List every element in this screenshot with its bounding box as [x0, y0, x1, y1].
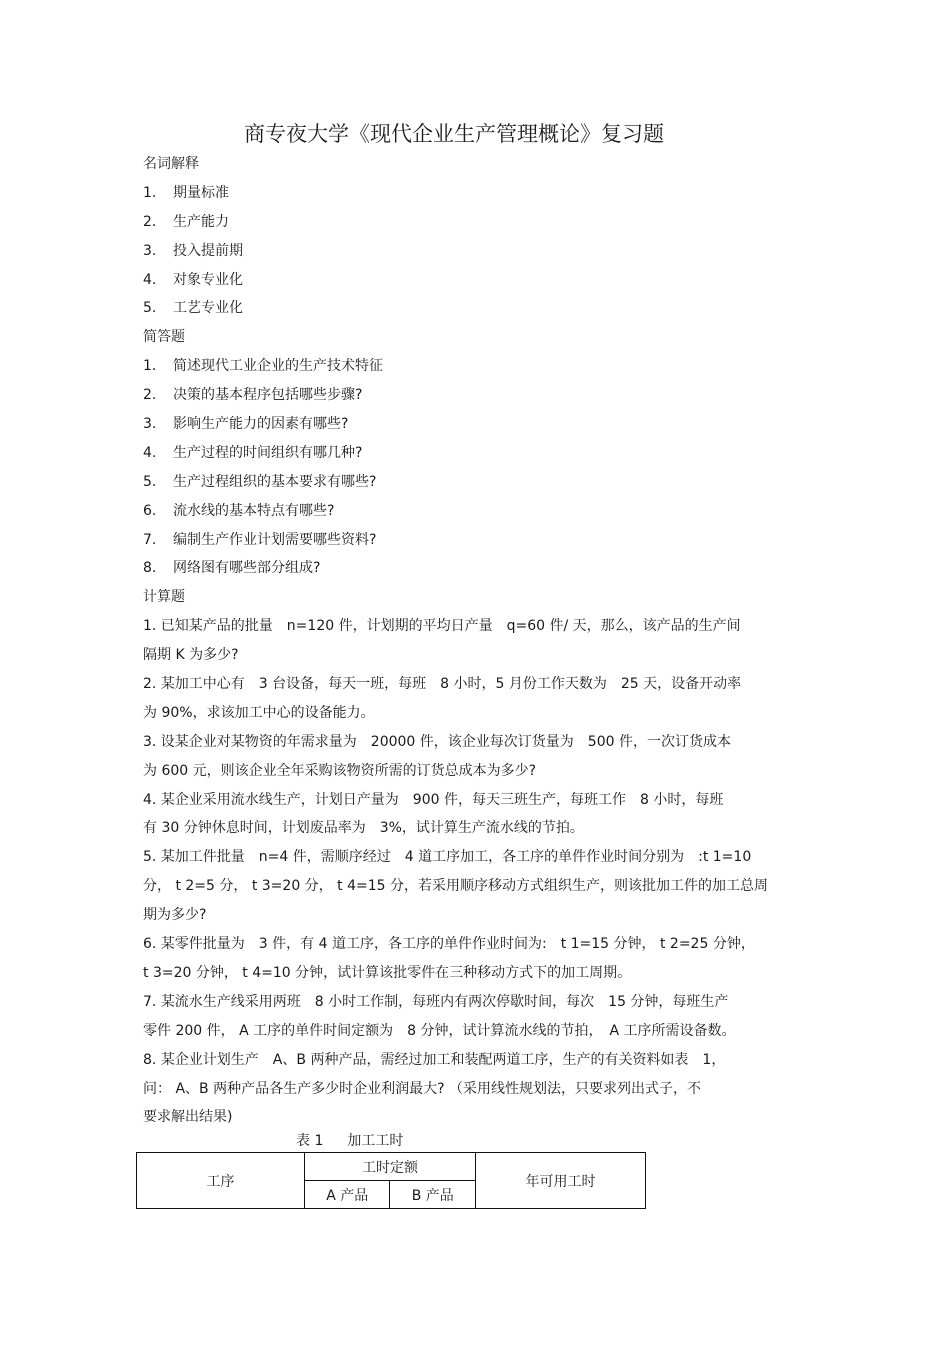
list-item [143, 208, 823, 237]
calculation-line: 2. 某加工中心有 3 台设备，每天一班，每班 8 小时，5 月份工作天数为 25 天，设备开动率 [143, 676, 742, 693]
calculation-line: 有 30 分钟休息时间，计划废品率为 3%，试计算生产流水线的节拍。 [143, 820, 584, 837]
item-number: 5. [143, 473, 157, 490]
calculation-line: 7. 某流水生产线采用两班 8 小时工作制，每班内有两次停歇时间，每次 15 分钟，每班生产 [143, 993, 729, 1010]
calculation-line: t 3=20 分钟， t 4=10 分钟，试计算该批零件在三种移动方式下的加工周期。 [143, 964, 632, 981]
item-number: 2. [143, 213, 157, 230]
item-text: 影响生产能力的因素有哪些? [173, 416, 349, 433]
header-annual-hours: 年可用工时 [476, 1153, 646, 1209]
item-number: 1. [143, 184, 157, 201]
item-number: 6. [143, 502, 157, 519]
calculation-line: 4. 某企业采用流水线生产，计划日产量为 900 件，每天三班生产，每班工作 8 小时，每班 [143, 791, 724, 808]
calculation-line: 要求解出结果) [143, 1109, 233, 1126]
processing-hours-table [136, 1152, 646, 1209]
header-process: 工序 [137, 1153, 305, 1209]
document-body [143, 150, 823, 1132]
list-item [143, 410, 823, 439]
list-item [143, 266, 823, 295]
calculation-line: 8. 某企业计划生产 A、B 两种产品，需经过加工和装配两道工序，生产的有关资料如表 1， [143, 1051, 726, 1068]
section-heading-short-answer: 简答题 [143, 329, 185, 346]
item-text: 简述现代工业企业的生产技术特征 [173, 358, 383, 375]
list-item [143, 439, 823, 468]
list-item [143, 554, 823, 583]
item-number: 8. [143, 560, 157, 577]
item-number: 2. [143, 387, 157, 404]
calculation-line: 5. 某加工件批量 n=4 件，需顺序经过 4 道工序加工，各工序的单件作业时间分别为 :t 1=10 [143, 849, 752, 866]
item-text: 生产过程的时间组织有哪几种? [173, 444, 363, 461]
section-heading-calculation: 计算题 [143, 589, 185, 606]
item-text: 决策的基本程序包括哪些步骤? [173, 387, 363, 404]
item-number: 7. [143, 531, 157, 548]
calculation-line: 零件 200 件， A 工序的单件时间定额为 8 分钟，试计算流水线的节拍， A 工序所需设备数。 [143, 1022, 736, 1039]
list-item [143, 497, 823, 526]
calculation-line: 问： A、B 两种产品各生产多少时企业利润最大? （采用线性规划法，只要求列出式子，不 [143, 1080, 701, 1097]
list-item [143, 294, 823, 323]
list-item [143, 526, 823, 555]
table-caption-title: 加工工时 [347, 1133, 404, 1149]
list-item [143, 468, 823, 497]
page-title: 商专夜大学《现代企业生产管理概论》复习题 [244, 122, 664, 146]
item-text: 生产过程组织的基本要求有哪些? [173, 473, 377, 490]
terms-list [143, 179, 823, 323]
item-text: 网络图有哪些部分组成? [173, 560, 321, 577]
calculation-line: 隔期 K 为多少? [143, 647, 239, 664]
item-text: 对象专业化 [173, 271, 243, 288]
calculation-line: 为 90%，求该加工中心的设备能力。 [143, 704, 375, 721]
calculation-line: 为 600 元，则该企业全年采购该物资所需的订货总成本为多少? [143, 762, 537, 779]
item-text: 工艺专业化 [173, 300, 243, 317]
item-text: 编制生产作业计划需要哪些资料? [173, 531, 377, 548]
short-answer-list [143, 352, 823, 583]
list-item [143, 179, 823, 208]
table-header-row [137, 1153, 646, 1181]
item-number: 3. [143, 242, 157, 259]
calculation-line: 分， t 2=5 分， t 3=20 分， t 4=15 分，若采用顺序移动方式组织生产，则该批加工件的加工总周 [143, 878, 768, 895]
header-product-b: B 产品 [390, 1181, 476, 1209]
calculation-list [143, 612, 823, 1132]
item-number: 4. [143, 444, 157, 461]
item-number: 4. [143, 271, 157, 288]
header-product-a: A 产品 [304, 1181, 390, 1209]
calculation-line: 1. 已知某产品的批量 n=120 件，计划期的平均日产量 q=60 件/ 天，那么，该产品的生产间 [143, 618, 741, 635]
item-number: 1. [143, 358, 157, 375]
list-item [143, 352, 823, 381]
item-text: 生产能力 [173, 213, 229, 230]
list-item [143, 381, 823, 410]
item-text: 流水线的基本特点有哪些? [173, 502, 335, 519]
list-item [143, 237, 823, 266]
item-text: 期量标准 [173, 184, 229, 201]
item-number: 5. [143, 300, 157, 317]
section-heading-terms: 名词解释 [143, 156, 199, 172]
calculation-line: 6. 某零件批量为 3 件，有 4 道工序，各工序的单件作业时间为: t 1=15 分钟， t 2=25 分钟， [143, 936, 755, 953]
table-caption-number: 表 1 [296, 1133, 324, 1149]
table-caption [296, 1130, 427, 1150]
item-text: 投入提前期 [173, 242, 243, 259]
calculation-line: 3. 设某企业对某物资的年需求量为 20000 件，该企业每次订货量为 500 件，一次订货成本 [143, 733, 731, 750]
item-number: 3. [143, 416, 157, 433]
calculation-line: 期为多少? [143, 907, 207, 924]
header-quota: 工时定额 [304, 1153, 475, 1181]
